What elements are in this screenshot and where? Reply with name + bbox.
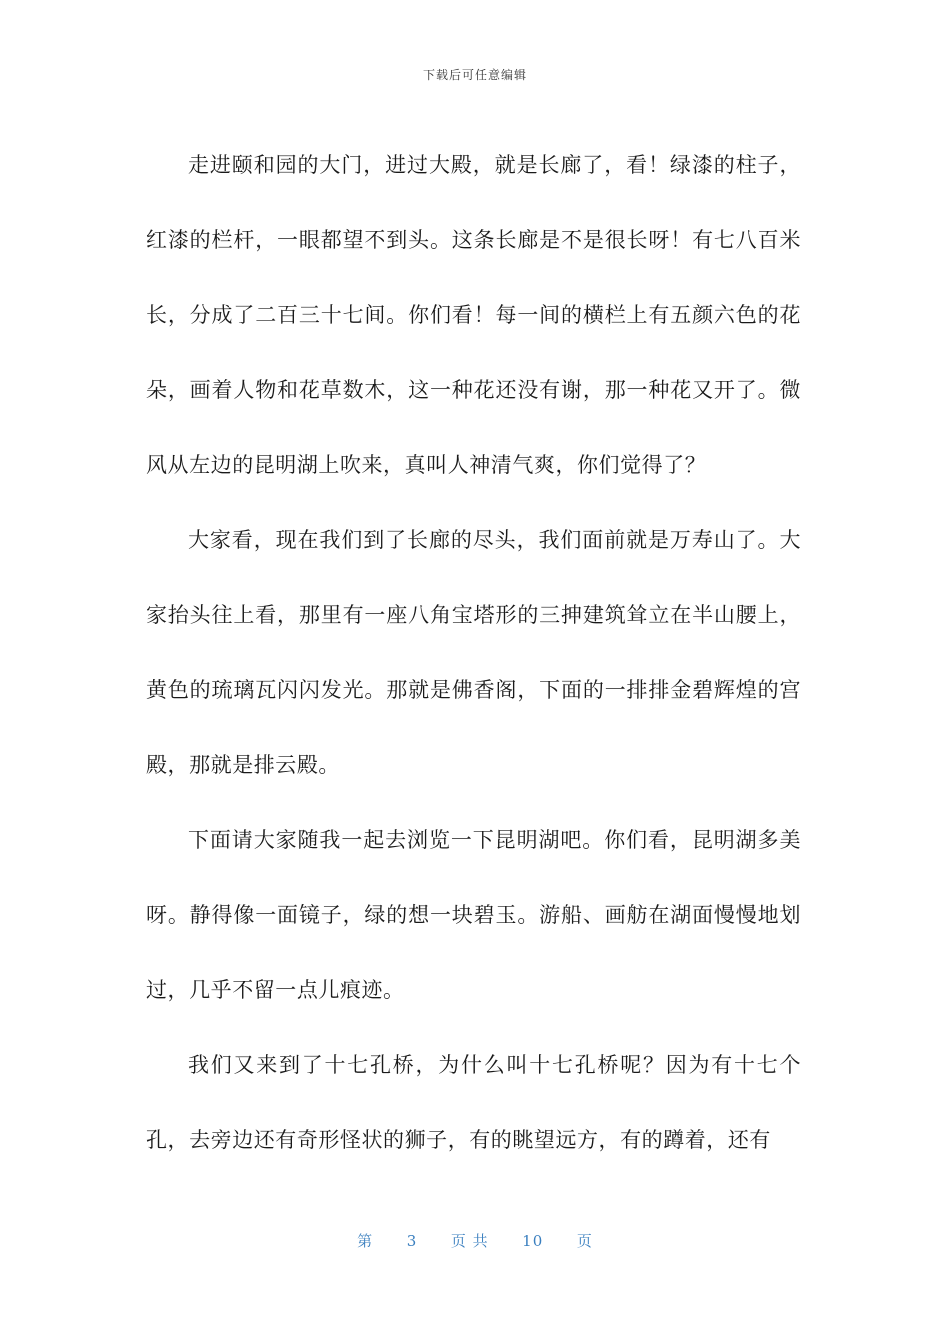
- paragraph-2: 大家看，现在我们到了长廊的尽头，我们面前就是万寿山了。大家抬头往上看，那里有一座八角宝塔形的三抻建筑耸立在半山腰上，黄色的琉璃瓦闪闪发光。那就是佛香阁，下面的一排排金碧辉煌的宫殿，那就是排云殿。: [146, 528, 801, 777]
- footer-total-pages: 10: [522, 1232, 544, 1250]
- footer-middle: 页 共: [450, 1232, 489, 1250]
- paragraph-4: 我们又来到了十七孔桥，为什么叫十七孔桥呢？因为有十七个孔，去旁边还有奇形怪状的狮子，有的眺望远方，有的蹲着，还有: [146, 1053, 801, 1152]
- page-header: 下载后可任意编辑: [422, 68, 527, 82]
- footer-suffix: 页: [576, 1232, 593, 1250]
- footer-prefix: 第: [357, 1232, 374, 1250]
- document-body: [146, 128, 801, 1178]
- page-footer: [0, 1230, 950, 1251]
- paragraph-1: 走进颐和园的大门，进过大殿，就是长廊了，看！绿漆的柱子，红漆的栏杆，一眼都望不到头。这条长廊是不是很长呀！有七八百米长，分成了二百三十七间。你们看！每一间的横栏上有五颜六色的花朵，画着人物和花草数木，这一种花还没有谢，那一种花又开了。微风从左边的昆明湖上吹来，真叫人神清气爽，你们觉得了？: [146, 153, 801, 477]
- paragraph-3: 下面请大家随我一起去浏览一下昆明湖吧。你们看，昆明湖多美呀。静得像一面镜子，绿的想一块碧玉。游船、画舫在湖面慢慢地划过，几乎不留一点儿痕迹。: [146, 828, 801, 1002]
- footer-current-page: 3: [406, 1232, 418, 1250]
